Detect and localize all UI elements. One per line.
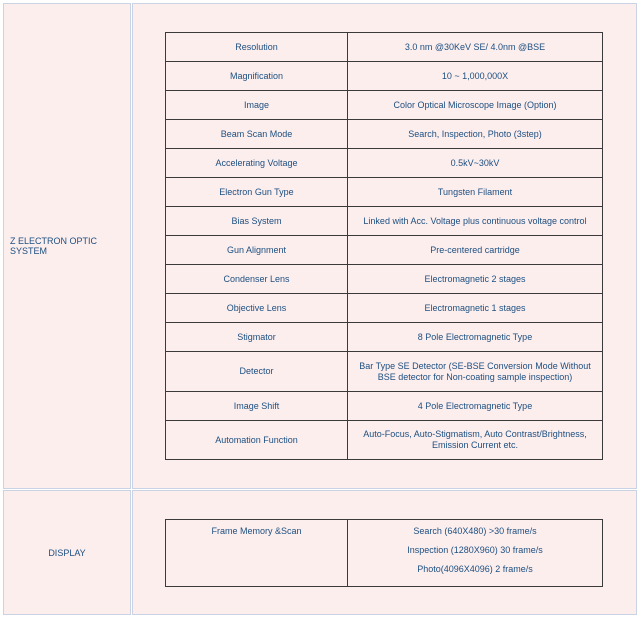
optics-spec-table: [165, 32, 603, 460]
spec-label: [166, 520, 348, 587]
section-title-optics: Z ELECTRON OPTIC SYSTEM: [10, 236, 98, 256]
spec-value: Auto-Focus, Auto-Stigmatism, Auto Contrast/Brightness, Emission Current etc.: [348, 421, 603, 460]
spec-label: Objective Lens: [166, 294, 348, 323]
display-spec-table: [165, 519, 603, 587]
spec-label: Bias System: [166, 207, 348, 236]
spec-value: Electromagnetic 2 stages: [348, 265, 603, 294]
table-row: [166, 520, 603, 587]
table-row: [166, 352, 603, 392]
spec-value: 10 ~ 1,000,000X: [348, 62, 603, 91]
spec-value: Linked with Acc. Voltage plus continuous voltage control: [348, 207, 603, 236]
spec-label: Gun Alignment: [166, 236, 348, 265]
spec-label: Image: [166, 91, 348, 120]
table-row: [166, 421, 603, 460]
spec-label: Stigmator: [166, 323, 348, 352]
spec-label: Image Shift: [166, 392, 348, 421]
spec-value: Pre-centered cartridge: [348, 236, 603, 265]
spec-label: Accelerating Voltage: [166, 149, 348, 178]
spec-label: Condenser Lens: [166, 265, 348, 294]
spec-label: Detector: [166, 352, 348, 392]
table-row: [166, 323, 603, 352]
table-row: [166, 207, 603, 236]
table-row: [166, 178, 603, 207]
spec-value-line: Inspection (1280X960) 30 frame/s: [407, 545, 543, 555]
spec-value: 3.0 nm @30KeV SE/ 4.0nm @BSE: [348, 33, 603, 62]
spec-value: Bar Type SE Detector (SE-BSE Conversion Mode Without BSE detector for Non-coating sample inspection): [348, 352, 603, 392]
table-row: [166, 120, 603, 149]
table-row: [166, 91, 603, 120]
spec-value: 0.5kV~30kV: [348, 149, 603, 178]
spec-value: Electromagnetic 1 stages: [348, 294, 603, 323]
table-row: [166, 33, 603, 62]
spec-label: Automation Function: [166, 421, 348, 460]
table-row: [166, 62, 603, 91]
spec-value: Color Optical Microscope Image (Option): [348, 91, 603, 120]
spec-value-line: Photo(4096X4096) 2 frame/s: [417, 564, 533, 574]
table-row: [166, 265, 603, 294]
table-row: [166, 294, 603, 323]
spec-value-line: Search (640X480) >30 frame/s: [413, 526, 537, 536]
section-title-cell-display: [3, 490, 131, 615]
spec-label: Beam Scan Mode: [166, 120, 348, 149]
spec-value: 8 Pole Electromagnetic Type: [348, 323, 603, 352]
spec-label: Magnification: [166, 62, 348, 91]
table-row: [166, 392, 603, 421]
spec-label-text: Frame Memory &Scan: [211, 526, 302, 536]
spec-value: Tungsten Filament: [348, 178, 603, 207]
table-row: [166, 236, 603, 265]
section-title-cell-optics: [3, 3, 131, 489]
table-row: [166, 149, 603, 178]
section-title-display: DISPLAY: [48, 547, 86, 558]
spec-label: Electron Gun Type: [166, 178, 348, 207]
spec-label: Resolution: [166, 33, 348, 62]
spec-value: Search, Inspection, Photo (3step): [348, 120, 603, 149]
spec-value: [348, 520, 603, 587]
spec-value: 4 Pole Electromagnetic Type: [348, 392, 603, 421]
